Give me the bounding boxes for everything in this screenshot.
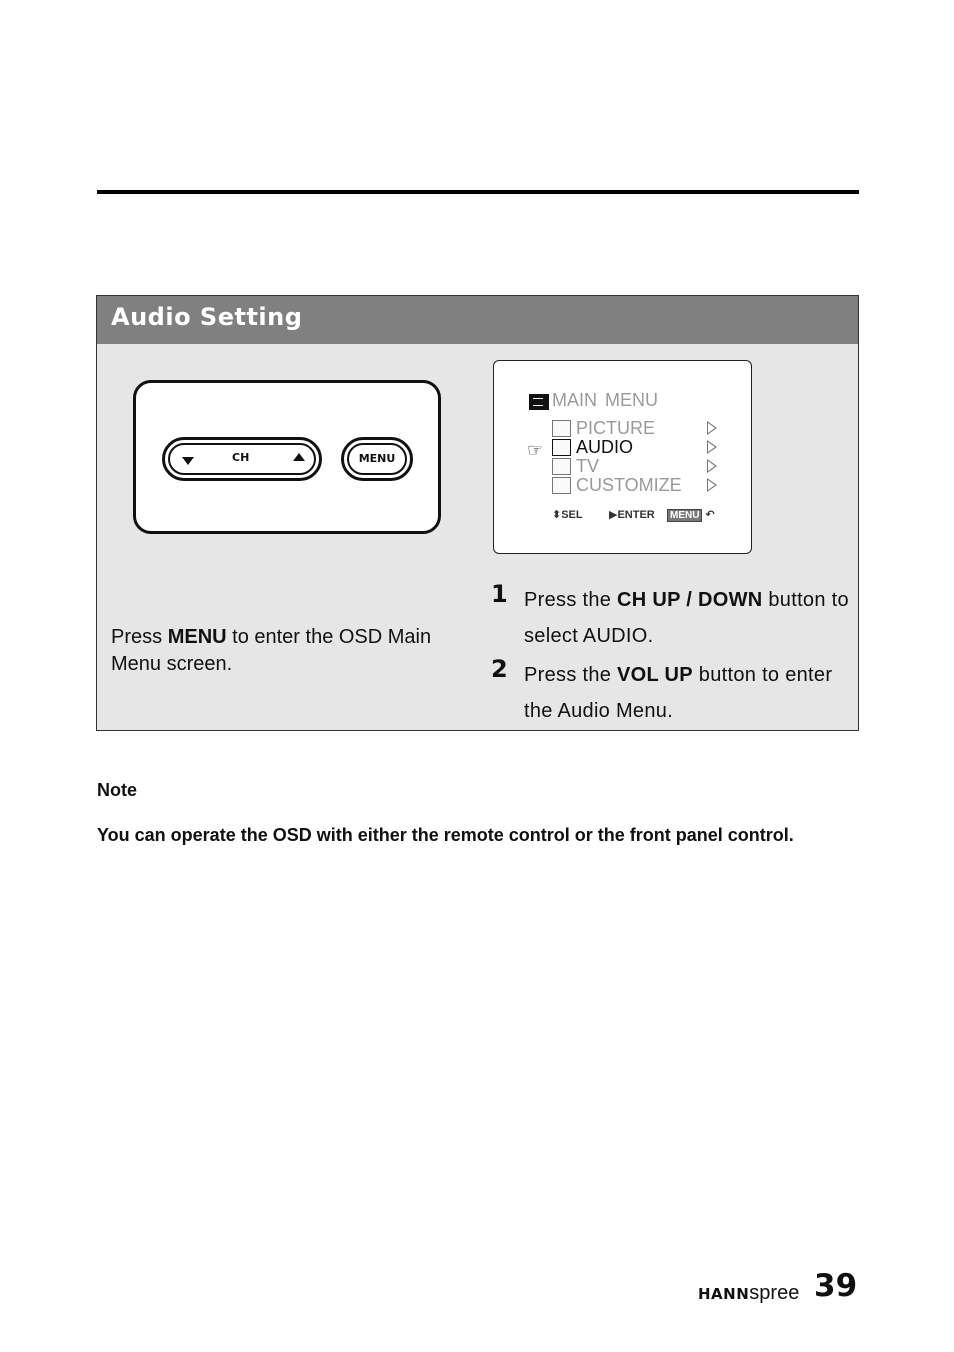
menu-chip: MENU [667,509,702,522]
speaker-icon [552,439,571,456]
brand-light: spree [749,1282,800,1304]
up-down-icon: ⬍ [552,509,562,521]
step-text-bold: VOL UP [617,664,693,686]
tv-icon [552,458,571,475]
osd-item-label: CUSTOMIZE [576,475,682,495]
page-number: 39 [814,1268,858,1304]
top-rule [97,190,859,194]
menu-instruction [111,624,451,678]
ch-down-icon [182,457,194,465]
note-text: You can operate the OSD with either the remote control or the front panel control. [97,825,794,845]
instruction-text: to enter the OSD Main Menu screen. [111,626,432,675]
ch-up-icon [293,453,305,461]
front-panel-illustration [133,380,441,534]
pointing-hand-icon: ☞ [527,440,544,460]
chevron-right-icon [707,459,717,473]
chevron-right-icon [707,421,717,435]
osd-item-label: AUDIO [576,437,634,457]
step-number: 2 [491,655,508,683]
step-text-part: button to select AUDIO. [524,589,849,647]
step-number: 1 [491,580,508,608]
chevron-right-icon [707,478,717,492]
section-title: Audio Setting [111,303,303,331]
return-icon: ↶ [702,509,715,521]
instruction-text: Press [111,626,168,648]
osd-footer-menu [667,508,715,522]
ch-rocker-button [162,437,322,481]
menu-button-illustration [341,437,413,481]
step-text-part: Press the [524,589,618,611]
osd-footer-enter [609,508,655,521]
main-menu-icon [529,394,549,410]
brand-bold: HANN [698,1285,750,1303]
ch-label: CH [232,451,250,464]
menu-button-label: MENU [358,452,396,465]
step-text [524,657,854,729]
step-text-bold: CH UP / DOWN [617,589,763,611]
osd-screen [493,360,752,554]
picture-icon [552,420,571,437]
chevron-right-icon [707,440,717,454]
customize-icon [552,477,571,494]
osd-item-label: PICTURE [576,418,656,438]
step-text [524,582,854,654]
brand-logo [698,1282,799,1305]
note-label: Note [97,780,137,800]
osd-item-label: TV [576,456,600,476]
enter-label: ENTER [617,509,655,521]
step-text-part: button to enter the Audio Menu. [524,664,833,722]
instruction-bold: MENU [167,626,227,648]
osd-title: MAIN MENU [552,390,658,410]
osd-footer-sel [552,508,583,521]
sel-label: SEL [561,509,583,521]
audio-setting-panel [96,295,859,731]
play-icon: ▶ [609,509,618,521]
step-text-part: Press the [524,664,618,686]
panel-header [97,296,858,344]
